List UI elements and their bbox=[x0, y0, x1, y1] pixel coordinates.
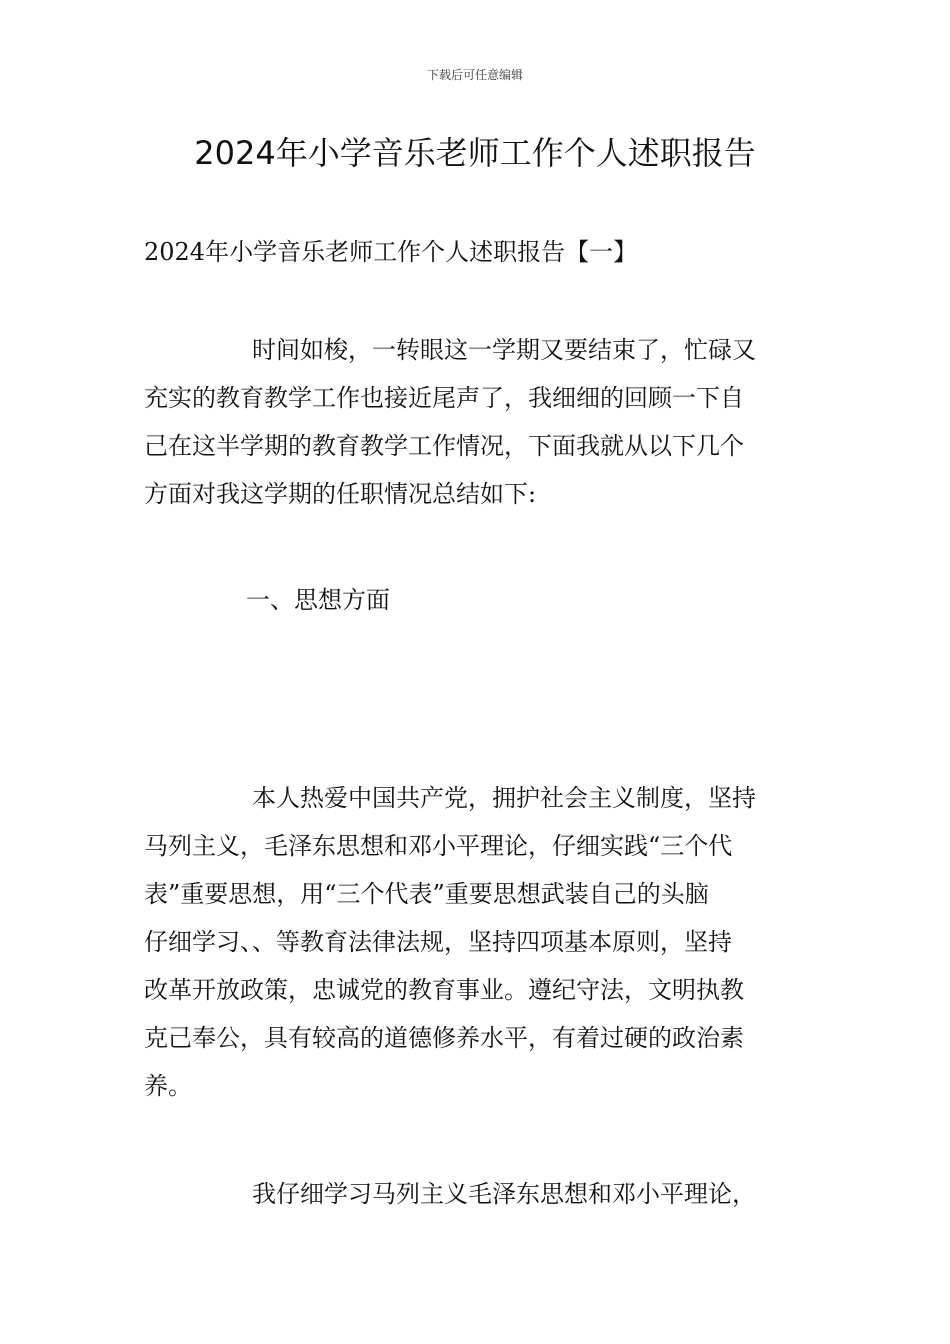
paragraph-line: 养。 bbox=[144, 1072, 192, 1100]
paragraph-line: 方面对我这学期的任职情况总结如下: bbox=[144, 480, 537, 508]
section-subtitle: 2024年小学音乐老师工作个人述职报告【一】 bbox=[144, 238, 638, 266]
paragraph-line: 己在这半学期的教育教学工作情况，下面我就从以下几个 bbox=[144, 432, 744, 460]
paragraph-line: 改革开放政策，忠诚党的教育事业。遵纪守法，文明执教 bbox=[144, 976, 744, 1004]
paragraph-ideology bbox=[144, 774, 810, 1110]
paragraph-line: 时间如梭，一转眼这一学期又要结束了，忙碌又 bbox=[252, 336, 756, 364]
paragraph-intro bbox=[144, 326, 810, 518]
paragraph-study bbox=[144, 1170, 810, 1218]
paragraph-line: 充实的教育教学工作也接近尾声了，我细细的回顾一下自 bbox=[144, 384, 744, 412]
paragraph-line: 克己奉公，具有较高的道德修养水平，有着过硬的政治素 bbox=[144, 1024, 744, 1052]
paragraph-line: 我仔细学习马列主义毛泽东思想和邓小平理论， bbox=[252, 1180, 756, 1208]
section-heading: 一、思想方面 bbox=[246, 586, 390, 614]
paragraph-line: 马列主义，毛泽东思想和邓小平理论，仔细实践“三个代 bbox=[144, 832, 733, 860]
document-title: 2024年小学音乐老师工作个人述职报告 bbox=[194, 134, 756, 172]
paragraph-line: 仔细学习、、等教育法律法规，坚持四项基本原则，坚持 bbox=[144, 928, 732, 956]
paragraph-line: 表”重要思想，用“三个代表”重要思想武装自己的头脑 bbox=[144, 880, 709, 908]
header-note: 下载后可任意编辑 bbox=[426, 68, 523, 82]
paragraph-line: 本人热爱中国共产党，拥护社会主义制度，坚持 bbox=[252, 784, 756, 812]
